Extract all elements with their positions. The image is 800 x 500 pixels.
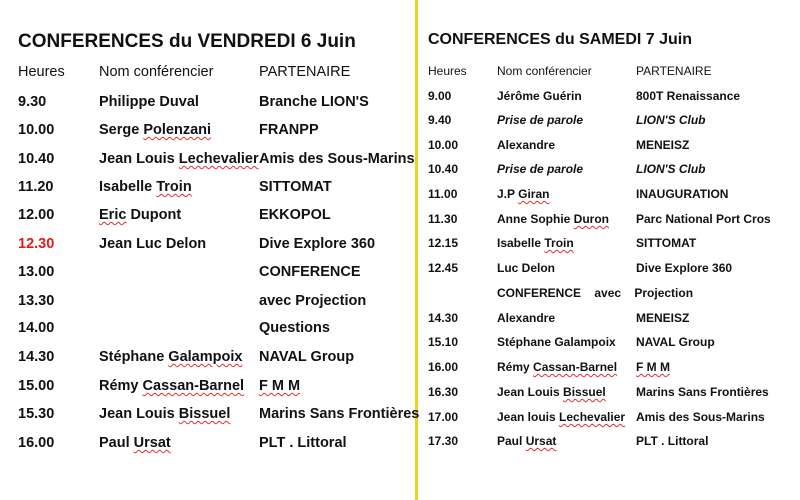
time-cell: 12.15 [428,236,459,250]
partner-cell: PLT . Littoral [636,434,709,448]
speaker-cell: Jean louis Lechevalier [497,410,626,424]
speaker-cell: Alexandre [497,311,556,325]
time-cell: 16.00 [18,435,55,451]
time-cell: 12.00 [18,207,55,223]
time-cell: 10.40 [18,151,55,167]
speaker-cell: Philippe Duval [99,94,199,110]
speaker-cell: Rémy Cassan-Barnel [99,378,245,394]
partner-cell: LION'S Club [636,162,706,176]
partner-cell: LION'S Club [636,113,706,127]
time-cell: 14.30 [18,349,55,365]
speaker-cell: Jean Luc Delon [99,236,207,252]
time-cell: 17.00 [428,410,459,424]
time-cell: 13.00 [18,264,55,280]
partner-cell: NAVAL Group [636,335,715,349]
speaker-cell: Prise de parole [497,113,584,127]
speaker-cell: J.P Giran [497,187,550,201]
partner-cell: Marins Sans Frontières [636,385,769,399]
partner-cell: Questions [259,320,330,336]
friday-title: CONFERENCES du VENDREDI 6 Juin [18,31,356,52]
partner-cell: SITTOMAT [636,236,697,250]
time-cell: 13.30 [18,293,55,309]
partner-cell: Marins Sans Frontières [259,406,420,422]
header-partner: PARTENAIRE [259,64,351,80]
partner-cell: PLT . Littoral [259,435,347,451]
speaker-cell: Paul Ursat [99,435,171,451]
speaker-cell: Jean Louis Bissuel [497,385,606,399]
conference-span-cell: CONFERENCE avec Projection [497,286,694,300]
header-time: Heures [428,64,467,78]
speaker-cell: Paul Ursat [497,434,557,448]
column-divider [415,0,418,500]
partner-cell: Amis des Sous-Marins [636,410,765,424]
header-time: Heures [18,64,65,80]
partner-cell: avec Projection [259,293,367,309]
speaker-cell: Isabelle Troin [497,236,574,250]
speaker-cell: Alexandre [497,138,556,152]
partner-cell: Branche LION'S [259,94,369,110]
time-cell: 17.30 [428,434,459,448]
speaker-cell: Luc Delon [497,261,556,275]
speaker-cell: Prise de parole [497,162,584,176]
time-cell: 11.20 [18,179,54,195]
time-cell: 16.00 [428,360,459,374]
partner-cell: F M M [259,378,301,394]
partner-cell: Dive Explore 360 [636,261,733,275]
header-partner: PARTENAIRE [636,64,712,78]
time-cell: 15.30 [18,406,55,422]
partner-cell: F M M [636,360,670,374]
partner-cell: Amis des Sous-Marins [259,151,415,167]
partner-cell: NAVAL Group [259,349,355,365]
speaker-cell: Jérôme Guérin [497,89,582,103]
time-cell-highlighted: 12.30 [18,236,55,252]
partner-cell: Parc National Port Cros [636,212,771,226]
header-name: Nom conférencier [99,64,214,80]
speaker-cell: Jean Louis Bissuel [99,406,231,422]
partner-cell: EKKOPOL [259,207,331,223]
partner-cell: MENEISZ [636,138,690,152]
partner-cell: FRANPP [259,122,319,138]
partner-cell: Dive Explore 360 [259,236,376,252]
time-cell: 14.30 [428,311,459,325]
time-cell: 11.30 [428,212,458,226]
speaker-cell: Rémy Cassan-Barnel [497,360,618,374]
time-cell: 9.30 [18,94,47,110]
time-cell: 12.45 [428,261,459,275]
partner-cell: MENEISZ [636,311,690,325]
speaker-cell: Serge Polenzani [99,122,212,138]
speaker-cell: Stéphane Galampoix [99,349,243,365]
partner-cell: CONFERENCE [259,264,361,280]
time-cell: 9.40 [428,113,452,127]
time-cell: 11.00 [428,187,458,201]
time-cell: 15.00 [18,378,55,394]
time-cell: 15.10 [428,335,459,349]
partner-cell: INAUGURATION [636,187,729,201]
partner-cell: 800T Renaissance [636,89,741,103]
time-cell: 10.00 [428,138,459,152]
time-cell: 16.30 [428,385,459,399]
time-cell: 10.00 [18,122,55,138]
speaker-cell: Isabelle Troin [99,179,192,195]
time-cell: 10.40 [428,162,459,176]
time-cell: 14.00 [18,320,55,336]
speaker-cell: Eric Dupont [99,207,182,223]
header-name: Nom conférencier [497,64,592,78]
saturday-title: CONFERENCES du SAMEDI 7 Juin [428,31,693,48]
speaker-cell: Jean Louis Lechevalier [99,151,259,167]
speaker-cell: Anne Sophie Duron [497,212,609,226]
partner-cell: SITTOMAT [259,179,332,195]
time-cell: 9.00 [428,89,452,103]
speaker-cell: Stéphane Galampoix [497,335,616,349]
